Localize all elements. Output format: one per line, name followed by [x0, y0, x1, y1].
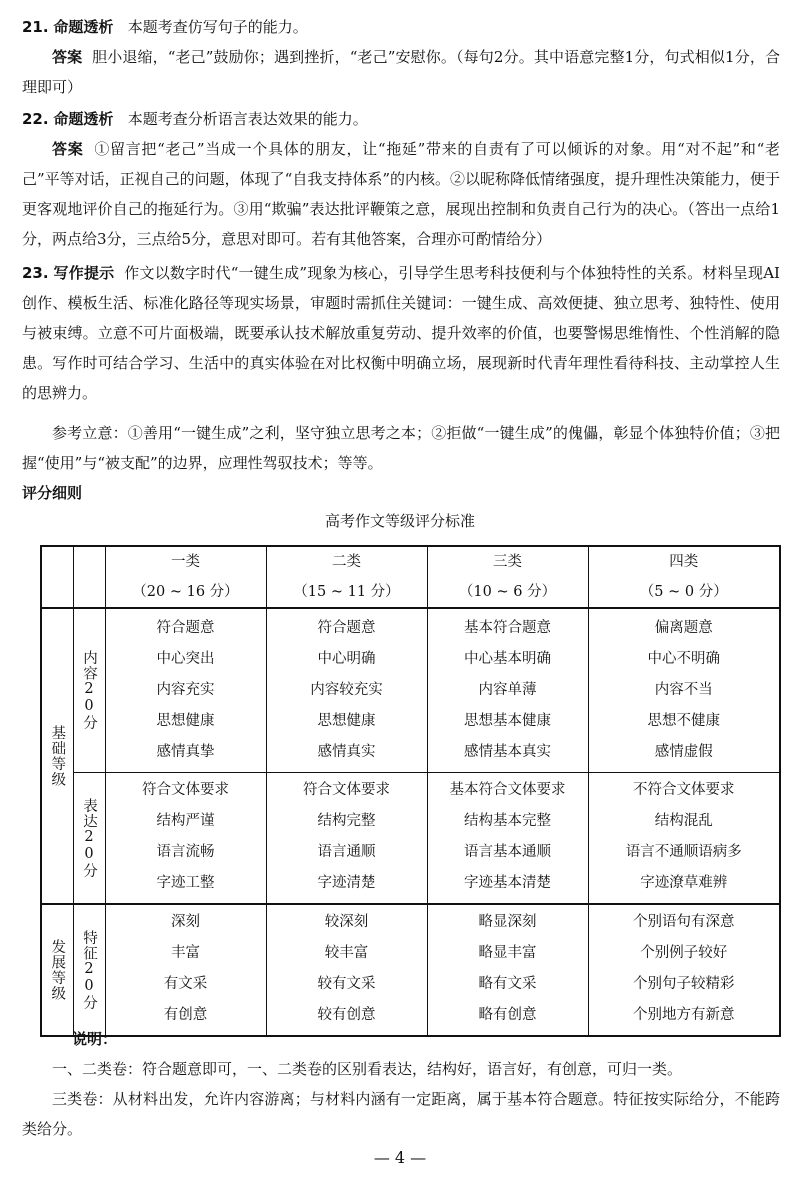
- q23-tag: 写作提示: [53, 264, 115, 282]
- content-grade-3: [427, 608, 588, 773]
- criterion: 基本符合题意: [464, 620, 551, 636]
- criterion: 个别语句有深意: [633, 914, 735, 930]
- table-header-row: [41, 546, 780, 577]
- criterion: 语言流畅: [156, 844, 215, 860]
- expression-row: [41, 773, 780, 905]
- content-grade-1: [105, 608, 266, 773]
- q22-stem: [22, 104, 782, 134]
- criterion: 偏离题意: [654, 620, 713, 636]
- q21-answer-text: 胆小退缩，“老己”鼓励你；遇到挫折，“老己”安慰你。（每句2分。其中语意完整1分，句式相似1分，合理即可）: [22, 48, 780, 96]
- corner-cell: [41, 546, 73, 608]
- criterion: 符合题意: [317, 620, 376, 636]
- criterion: 较丰富: [324, 945, 369, 961]
- q22-answer: [22, 134, 780, 254]
- criterion: 字迹工整: [156, 875, 215, 891]
- criterion: 结构混乱: [654, 813, 713, 829]
- range-grade-1: （20 ~ 16 分）: [105, 577, 266, 608]
- criterion: 有文采: [163, 976, 208, 992]
- q21-number: 21.: [22, 18, 49, 36]
- corner-cell: [73, 546, 105, 608]
- criterion: 符合题意: [156, 620, 215, 636]
- expression-grade-3: [427, 773, 588, 905]
- q21-stem-text: 本题考查仿写句子的能力。: [127, 18, 308, 36]
- feature-grade-1: [105, 904, 266, 1036]
- development-level-label: 发展等级: [49, 939, 66, 1001]
- range-grade-4: （5 ~ 0 分）: [588, 577, 780, 608]
- expression-label: 表达20分: [81, 797, 97, 879]
- q22-answer-tag: 答案: [52, 140, 84, 158]
- criterion: 略有创意: [478, 1007, 537, 1023]
- criterion: 字迹清楚: [317, 875, 376, 891]
- criterion: 感情虚假: [654, 744, 713, 760]
- criterion: 语言通顺: [317, 844, 376, 860]
- criterion: 略显深刻: [478, 914, 537, 930]
- criterion: 个别句子较精彩: [633, 976, 735, 992]
- feature-grade-4: [588, 904, 780, 1036]
- feature-grade-3: [427, 904, 588, 1036]
- q22-number: 22.: [22, 110, 49, 128]
- expression-grade-4: [588, 773, 780, 905]
- q23-reference: 参考立意：①善用“一键生成”之利，坚守独立思考之本；②拒做“一键生成”的傀儡，彰显个体独特价值；③把握“使用”与“被支配”的边界，应理性驾驭技术；等等。: [22, 424, 780, 472]
- note-2: 三类卷：从材料出发，允许内容游离；与材料内涵有一定距离，属于基本符合题意。特征按实际给分，不能跨类给分。: [22, 1090, 780, 1138]
- expression-label-cell: [73, 773, 105, 905]
- criterion: 个别例子较好: [640, 945, 728, 961]
- criterion: 个别地方有新意: [633, 1007, 735, 1023]
- criterion: 中心不明确: [647, 651, 720, 667]
- criterion: 感情真挚: [156, 744, 215, 760]
- criterion: 内容单薄: [478, 682, 537, 698]
- q23-body: [22, 258, 780, 408]
- content-row: [41, 608, 780, 773]
- range-grade-3: （10 ~ 6 分）: [427, 577, 588, 608]
- criterion: 内容不当: [654, 682, 713, 698]
- expression-grade-2: [266, 773, 427, 905]
- content-grade-2: [266, 608, 427, 773]
- table-range-row: [41, 577, 780, 608]
- criterion: 基本符合文体要求: [449, 782, 566, 798]
- feature-grade-2: [266, 904, 427, 1036]
- criterion: 思想健康: [156, 713, 215, 729]
- header-grade-3: 三类: [427, 546, 588, 577]
- criterion: 中心明确: [317, 651, 376, 667]
- criterion: 不符合文体要求: [633, 782, 735, 798]
- grading-table: [40, 545, 781, 1037]
- page-number: — 4 —: [373, 1148, 427, 1167]
- notes-heading: 说明：: [72, 1030, 118, 1048]
- basic-level-label: 基础等级: [49, 725, 66, 787]
- feature-row: [41, 904, 780, 1036]
- q23-body-text: 作文以数字时代“一键生成”现象为核心，引导学生思考科技便利与个体独特性的关系。材料呈现AI创作、模板生活、标准化路径等现实场景，审题时需抓住关键词：一键生成、高效便捷、独立思考、独特性、使用与被束缚。立意不可片面极端，既要承认技术解放重复劳动、提升效率的价值，也要警惕思维惰性、个性消解的隐患。写作时可结合学习、生活中的真实体验在对比权衡中明确立场，展现新时代青年理性看待科技、主动掌控人生的思辨力。: [22, 264, 780, 402]
- criterion: 内容充实: [156, 682, 215, 698]
- criterion: 有创意: [163, 1007, 208, 1023]
- development-level-label-cell: [41, 904, 73, 1036]
- rubric-heading: 评分细则: [22, 484, 83, 502]
- q22-stem-text: 本题考查分析语言表达效果的能力。: [127, 110, 368, 128]
- feature-label: 特征20分: [81, 929, 97, 1011]
- criterion: 语言不通顺语病多: [625, 844, 742, 860]
- criterion: 感情基本真实: [464, 744, 551, 760]
- header-grade-4: 四类: [588, 546, 780, 577]
- q21-stem: [22, 12, 782, 42]
- criterion: 结构严谨: [156, 813, 215, 829]
- criterion: 思想基本健康: [464, 713, 551, 729]
- q22-tag: 命题透析: [53, 110, 114, 128]
- criterion: 思想不健康: [647, 713, 720, 729]
- content-label-cell: [73, 608, 105, 773]
- q21-answer: [22, 42, 780, 102]
- criterion: 较深刻: [324, 914, 369, 930]
- criterion: 语言基本通顺: [464, 844, 551, 860]
- feature-label-cell: [73, 904, 105, 1036]
- expression-grade-1: [105, 773, 266, 905]
- content-grade-4: [588, 608, 780, 773]
- criterion: 结构基本完整: [464, 813, 551, 829]
- criterion: 内容较充实: [310, 682, 383, 698]
- range-grade-2: （15 ~ 11 分）: [266, 577, 427, 608]
- q21-tag: 命题透析: [53, 18, 114, 36]
- header-grade-1: 一类: [105, 546, 266, 577]
- criterion: 思想健康: [317, 713, 376, 729]
- note-1: 一、二类卷：符合题意即可，一、二类卷的区别看表达，结构好，语言好，有创意，可归一类。: [52, 1060, 683, 1078]
- criterion: 深刻: [171, 914, 200, 930]
- criterion: 字迹潦草难辨: [640, 875, 728, 891]
- criterion: 中心基本明确: [464, 651, 551, 667]
- q21-answer-tag: 答案: [52, 48, 83, 66]
- criterion: 符合文体要求: [303, 782, 390, 798]
- criterion: 符合文体要求: [142, 782, 229, 798]
- header-grade-2: 二类: [266, 546, 427, 577]
- table-caption: 高考作文等级评分标准: [324, 512, 475, 530]
- q22-answer-text: ①留言把“老己”当成一个具体的朋友，让“拖延”带来的自责有了可以倾诉的对象。用“对不起”和“老己”平等对话，正视自己的问题，体现了“自我支持体系”的内核。②以昵称降低情绪强度，提升理性决策能力，便于更客观地评价自己的拖延行为。③用“欺骗”表达批评鞭策之意，展现出控制和负责自己行为的决心。（答出一点给1分，两点给3分，三点给5分，意思对即可。若有其他答案，合理亦可酌情给分）: [22, 140, 781, 248]
- basic-level-label-cell: [41, 608, 73, 904]
- criterion: 丰富: [171, 945, 200, 961]
- criterion: 略有文采: [478, 976, 537, 992]
- criterion: 中心突出: [156, 651, 215, 667]
- criterion: 感情真实: [317, 744, 376, 760]
- content-label: 内容20分: [81, 650, 97, 731]
- criterion: 较有文采: [317, 976, 376, 992]
- criterion: 较有创意: [317, 1007, 376, 1023]
- q23-number: 23.: [22, 264, 49, 282]
- criterion: 结构完整: [317, 813, 376, 829]
- criterion: 字迹基本清楚: [464, 875, 551, 891]
- criterion: 略显丰富: [478, 945, 537, 961]
